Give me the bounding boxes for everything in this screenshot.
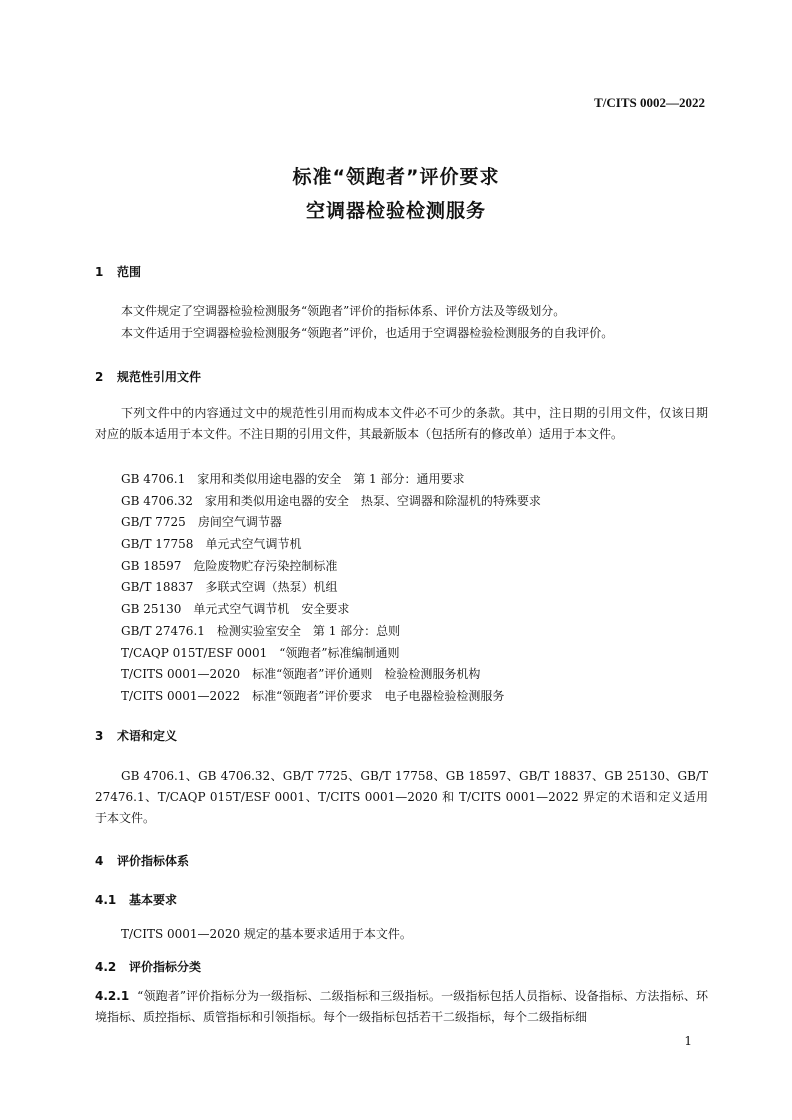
section-title: 规范性引用文件 (117, 370, 202, 384)
section-3-heading (95, 727, 177, 744)
reference-code: GB/T 17758 (121, 537, 194, 552)
section-number: 4.2 (95, 960, 117, 974)
reference-code: GB 4706.1 (121, 472, 186, 486)
normative-references-list (121, 470, 541, 709)
reference-code: T/CITS 0001—2020 (121, 667, 241, 682)
reference-title: “领跑者”标准编制通则 (279, 645, 400, 660)
reference-title: 检测实验室安全 第 1 部分：总则 (216, 623, 401, 638)
section-1-paragraph-2: 本文件适用于空调器检验检测服务“领跑者”评价，也适用于空调器检验检测服务的自我评价。 (121, 326, 614, 340)
reference-title: 多联式空调（热泵）机组 (205, 580, 338, 595)
reference-code: GB/T 7725 (121, 515, 186, 530)
reference-item (121, 492, 541, 514)
reference-title: 家用和类似用途电器的安全 热泵、空调器和除湿机的特殊要求 (204, 493, 541, 508)
reference-item (121, 557, 541, 579)
reference-item (121, 600, 541, 622)
section-4-2-heading (95, 958, 201, 975)
reference-title: 危险废物贮存污染控制标准 (193, 558, 338, 573)
reference-code: T/CITS 0001—2022 (121, 688, 241, 703)
section-title: 评价指标分类 (129, 960, 202, 974)
section-1-heading (95, 263, 141, 280)
section-number: 4.1 (95, 893, 117, 907)
section-4-1-paragraph: T/CITS 0001—2020 规定的基本要求适用于本文件。 (121, 927, 412, 941)
section-4-2-1-paragraph (95, 986, 708, 1028)
reference-item (121, 644, 541, 666)
reference-code: GB/T 27476.1 (121, 623, 205, 638)
section-title: 术语和定义 (117, 729, 178, 743)
standard-number: T/CITS 0002—2022 (594, 95, 705, 110)
reference-item (121, 622, 541, 644)
section-number: 1 (95, 265, 104, 279)
reference-item (121, 470, 541, 492)
document-title-line2: 空调器检验检测服务 (305, 200, 486, 222)
section-4-heading (95, 852, 189, 869)
section-number: 3 (95, 729, 104, 743)
reference-title: 标准“领跑者”评价通则 检验检测服务机构 (252, 667, 481, 682)
reference-item (121, 535, 541, 557)
section-3-paragraph: GB 4706.1、GB 4706.32、GB/T 7725、GB/T 17758、GB 18597、GB/T 18837、GB 25130、GB/T 27476.1、T/CAQP 015T/ESF 0001、T/CITS 0001—2020 和 T/CITS 0001—2022 界定的术语和定义适用于本文件。 (95, 769, 708, 825)
reference-title: 单元式空气调节机 (205, 537, 302, 552)
section-number: 4 (95, 854, 104, 868)
section-title: 评价指标体系 (117, 854, 190, 868)
reference-code: GB 18597 (121, 558, 182, 573)
reference-title: 单元式空气调节机 安全要求 (193, 602, 350, 617)
section-title: 基本要求 (129, 893, 178, 907)
reference-code: T/CAQP 015T/ESF 0001 (121, 645, 268, 660)
section-number: 2 (95, 370, 104, 384)
section-4-1-heading (95, 891, 177, 908)
clause-text: “领跑者”评价指标分为一级指标、二级指标和三级指标。一级指标包括人员指标、设备指标、方法指标、环境指标、质控指标、质管指标和引领指标。每个一级指标包括若干二级指标，每个二级指标细 (95, 989, 708, 1024)
section-1-paragraph-1: 本文件规定了空调器检验检测服务“领跑者”评价的指标体系、评价方法及等级划分。 (121, 304, 566, 318)
page-number: 1 (684, 1034, 692, 1048)
section-2-intro: 下列文件中的内容通过文中的规范性引用而构成本文件必不可少的条款。其中，注日期的引用文件，仅该日期对应的版本适用于本文件。不注日期的引用文件，其最新版本（包括所有的修改单）适用于本文件。 (95, 406, 708, 441)
reference-item (121, 578, 541, 600)
reference-code: GB/T 18837 (121, 580, 194, 595)
clause-number: 4.2.1 (95, 989, 130, 1003)
reference-code: GB 4706.32 (121, 493, 193, 508)
reference-title: 标准“领跑者”评价要求 电子电器检验检测服务 (252, 688, 505, 703)
reference-code: GB 25130 (121, 602, 182, 617)
document-title-line1: 标准“领跑者”评价要求 (292, 166, 500, 188)
section-2-heading (95, 368, 201, 385)
section-title: 范围 (117, 265, 142, 279)
reference-title: 家用和类似用途电器的安全 第 1 部分：通用要求 (197, 472, 465, 486)
reference-item (121, 687, 541, 709)
reference-title: 房间空气调节器 (197, 515, 282, 530)
reference-item (121, 513, 541, 535)
reference-item (121, 665, 541, 687)
